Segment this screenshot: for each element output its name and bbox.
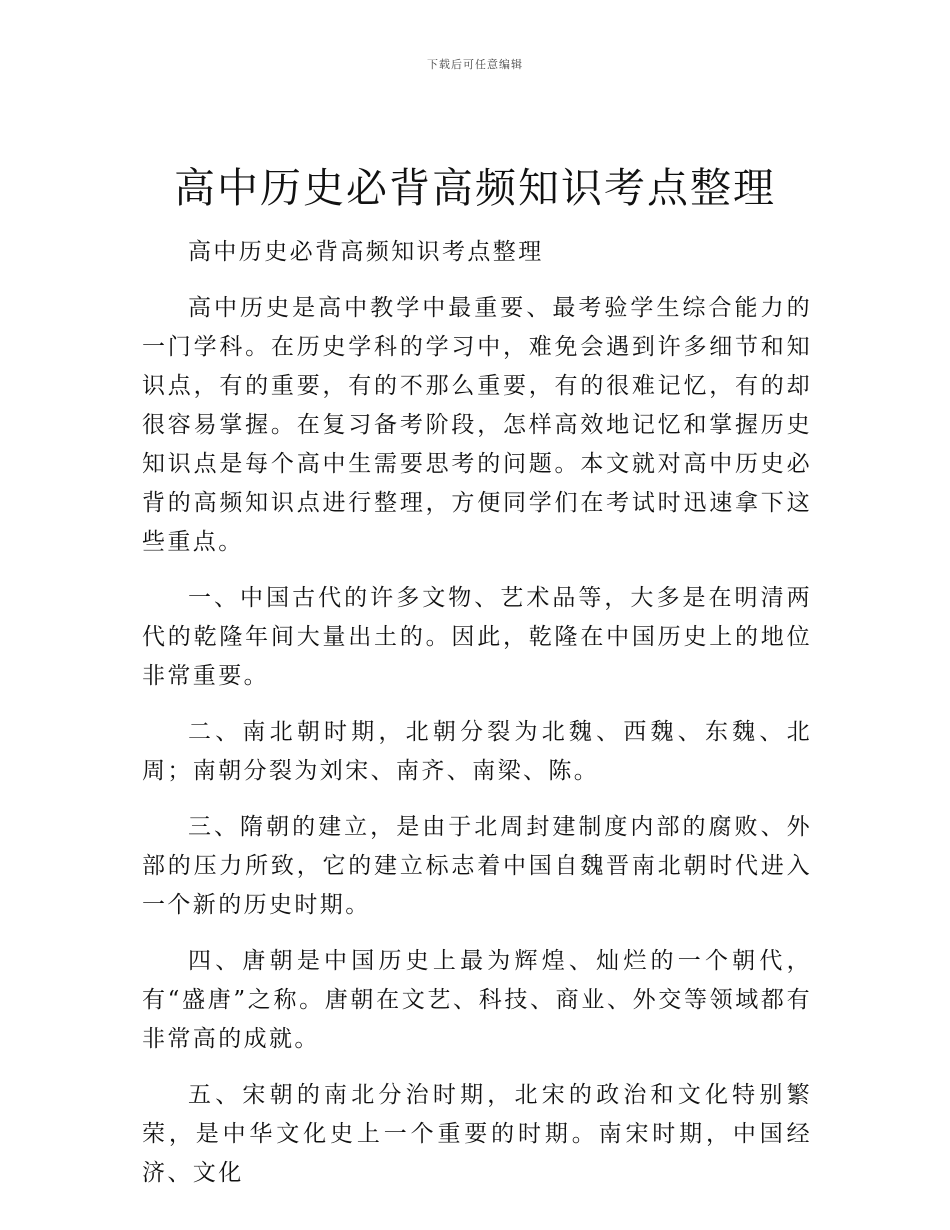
document-title: 高中历史必背高频知识考点整理 [174,164,776,212]
intro-paragraph: 高中历史是高中教学中最重要、最考验学生综合能力的一门学科。在历史学科的学习中，难免会遇到许多细节和知识点，有的重要，有的不那么重要，有的很难记忆，有的却很容易掌握。在复习备考阶段，怎样高效地记忆和掌握历史知识点是每个高中生需要思考的问题。本文就对高中历史必背的高频知识点进行整理，方便同学们在考试时迅速拿下这些重点。 [142,295,812,555]
point-2-paragraph: 二、南北朝时期，北朝分裂为北魏、西魏、东魏、北周；南朝分裂为刘宋、南齐、南梁、陈。 [142,719,812,784]
subtitle-paragraph: 高中历史必背高频知识考点整理 [188,239,544,265]
page-header-note: 下载后可任意编辑 [427,58,523,71]
document-body [142,233,812,1210]
point-1-paragraph: 一、中国古代的许多文物、艺术品等，大多是在明清两代的乾隆年间大量出土的。因此，乾隆在中国历史上的地位非常重要。 [142,585,812,689]
point-3-paragraph: 三、隋朝的建立，是由于北周封建制度内部的腐败、外部的压力所致，它的建立标志着中国自魏晋南北朝时代进入一个新的历史时期。 [142,814,812,918]
point-5-paragraph: 五、宋朝的南北分治时期，北宋的政治和文化特别繁荣，是中华文化史上一个重要的时期。南宋时期，中国经济、文化 [142,1082,812,1186]
point-4-paragraph: 四、唐朝是中国历史上最为辉煌、灿烂的一个朝代，有“盛唐”之称。唐朝在文艺、科技、商业、外交等领域都有非常高的成就。 [142,948,812,1052]
